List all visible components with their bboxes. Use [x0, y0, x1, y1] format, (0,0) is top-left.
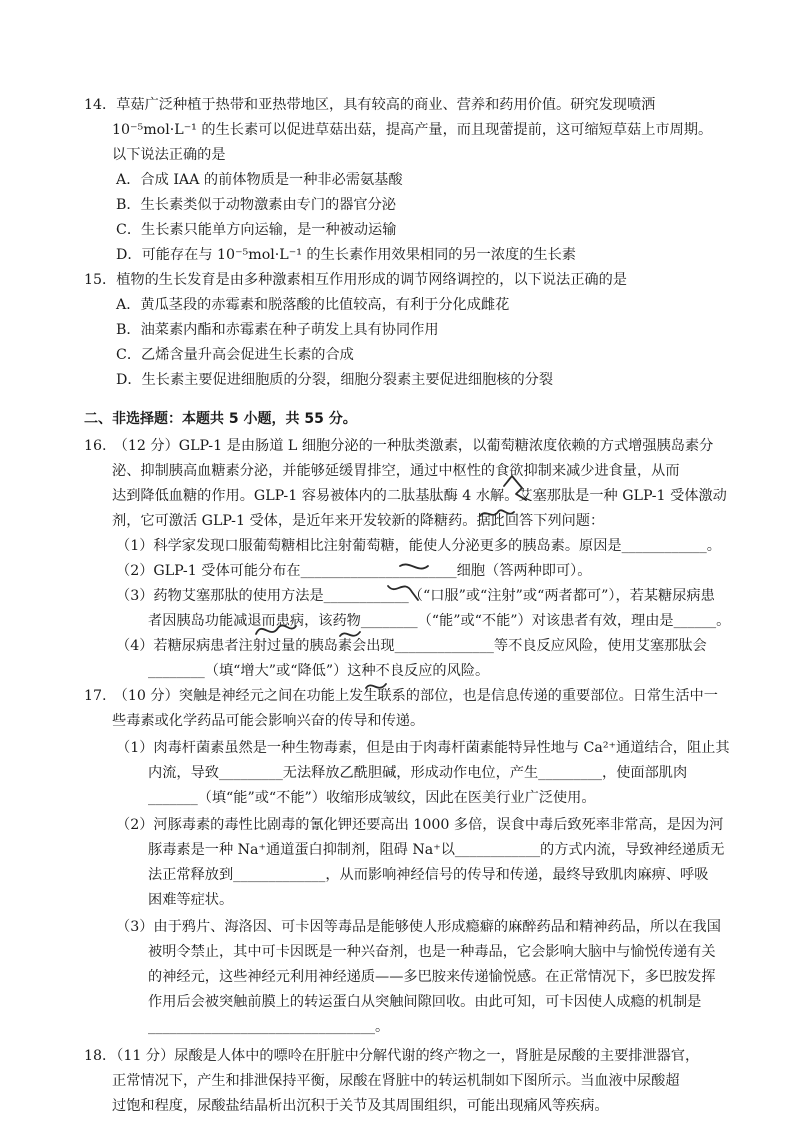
q17-sub-1-cont-1: 内流，导致_________无法释放乙酰胆碱，形成动作电位，产生_________，使面部肌肉 [148, 765, 688, 781]
q15-option-d: D．生长素主要促进细胞质的分裂，细胞分裂素主要促进细胞核的分裂 [116, 372, 554, 388]
section-2-heading: 二、非选择题：本题共 5 小题，共 55 分。 [84, 411, 357, 427]
q16-sub-3: （3）药物艾塞那肽的使用方法是____________（“口服”或“注射”或“两者都可”），若某糖尿病患 [116, 588, 715, 604]
q16-sub-1: （1）科学家发现口服葡萄糖相比注射葡萄糖，能使人分泌更多的胰岛素。原因是____________。 [116, 538, 721, 554]
q16-line-4: 剂，它可激活 GLP-1 受体，是近年来开发较新的降糖药。据此回答下列问题： [112, 513, 605, 529]
q15-stem: 15．植物的生长发育是由多种激素相互作用形成的调节网络调控的，以下说法正确的是 [84, 272, 627, 288]
q17-sub-3: （3）由于鸦片、海洛因、可卡因等毒品是能够使人形成瘾癖的麻醉药品和精神药品，所以在我国 [116, 919, 721, 935]
q16-line-3: 达到降低血糖的作用。GLP-1 容易被体内的二肽基肽酶 4 水解。艾塞那肽是一种 GLP-1 受体激动 [112, 488, 727, 504]
q17-sub-3-cont-2: 的神经元，这些神经元利用神经递质——多巴胺来传递愉悦感。在正常情况下，多巴胺发挥 [148, 969, 716, 985]
q17-line-2: 些毒素或化学药品可能会影响兴奋的传导和传递。 [112, 713, 425, 729]
q18-line-1: 18．（11 分）尿酸是人体中的嘌呤在肝脏中分解代谢的终产物之一，肾脏是尿酸的主要排泄器官， [84, 1048, 700, 1064]
q14-option-b: B．生长素类似于动物激素由专门的器官分泌 [116, 197, 396, 213]
q16-line-2: 泌、抑制胰高血糖素分泌，并能够延缓胃排空，通过中枢性的食欲抑制来减少进食量，从而 [112, 463, 680, 479]
q17-sub-2-cont-1: 豚毒素是一种 Na⁺通道蛋白抑制剂，阻碍 Na⁺以____________的方式内流，导致神经递质无 [148, 842, 725, 858]
q17-sub-3-cont-3: 作用后会被突触前膜上的转运蛋白从突触间隙回收。由此可知，可卡因使人成瘾的机制是 [148, 994, 702, 1010]
q17-line-1: 17. （10 分）突触是神经元之间在功能上发生联系的部位，也是信息传递的重要部位。日常生活中一 [84, 688, 718, 704]
q16-sub-4: （4）若糖尿病患者注射过量的胰岛素会出现______________等不良反应风险，使用艾塞那肽会 [116, 638, 707, 654]
q14-option-c: C．生长素只能单方向运输，是一种被动运输 [116, 222, 397, 238]
q14-option-a: A．合成 IAA 的前体物质是一种非必需氨基酸 [116, 172, 403, 188]
q15-option-a: A．黄瓜茎段的赤霉素和脱落酸的比值较高，有利于分化成雌花 [116, 297, 510, 313]
q18-line-3: 过饱和程度，尿酸盐结晶析出沉积于关节及其周围组织，可能出现痛风等疾病。 [112, 1098, 609, 1114]
q14-stem-line-1: 14．草菇广泛种植于热带和亚热带地区，具有较高的商业、营养和药用价值。研究发现喷洒 [84, 97, 656, 113]
q16-sub-4-cont: ________（填“增大”或“降低”）这种不良反应的风险。 [148, 663, 490, 679]
q17-sub-2-cont-3: 困难等症状。 [148, 892, 234, 908]
q17-sub-3-cont-4: ________________________________。 [148, 1019, 390, 1035]
q17-sub-2-cont-2: 法正常释放到_____________，从而影响神经信号的传导和传递，最终导致肌肉麻痹、呼吸 [148, 867, 709, 883]
q16-sub-2: （2）GLP-1 受体可能分布在______________________细胞（答两种即可）。 [116, 563, 592, 579]
q15-option-b: B．油菜素内酯和赤霉素在种子萌发上具有协同作用 [116, 322, 439, 338]
q15-option-c: C．乙烯含量升高会促进生长素的合成 [116, 347, 354, 363]
q17-sub-3-cont-1: 被明令禁止，其中可卡因既是一种兴奋剂，也是一种毒品，它会影响大脑中与愉悦传递有关 [148, 944, 716, 960]
q16-line-1: 16. （12 分）GLP-1 是由肠道 L 细胞分泌的一种肽类激素，以葡萄糖浓度依赖的方式增强胰岛素分 [84, 438, 714, 454]
q14-option-d: D．可能存在与 10⁻⁵mol·L⁻¹ 的生长素作用效果相同的另一浓度的生长素 [116, 247, 576, 263]
q18-line-2: 正常情况下，产生和排泄保持平衡，尿酸在肾脏中的转运机制如下图所示。当血液中尿酸超 [112, 1073, 680, 1089]
q14-stem-line-3: 以下说法正确的是 [112, 147, 226, 163]
q17-sub-2: （2）河豚毒素的毒性比剧毒的氰化钾还要高出 1000 多倍，误食中毒后致死率非常高，是因为河 [116, 817, 724, 833]
q14-stem-line-2: 10⁻⁵mol·L⁻¹ 的生长素可以促进草菇出菇，提高产量，而且现蕾提前，这可缩短草菇上市周期。 [112, 122, 713, 138]
q16-sub-3-cont: 者因胰岛功能减退而患病，该药物________（“能”或“不能”）对该患者有效，理由是______。 [148, 613, 731, 629]
q17-sub-1-cont-2: _______（填“能”或“不能”）收缩形成皱纹，因此在医美行业广泛使用。 [148, 790, 596, 806]
q17-sub-1: （1）肉毒杆菌素虽然是一种生物毒素，但是由于肉毒杆菌素能特异性地与 Ca²⁺通道结合，阻止其 [116, 740, 730, 756]
